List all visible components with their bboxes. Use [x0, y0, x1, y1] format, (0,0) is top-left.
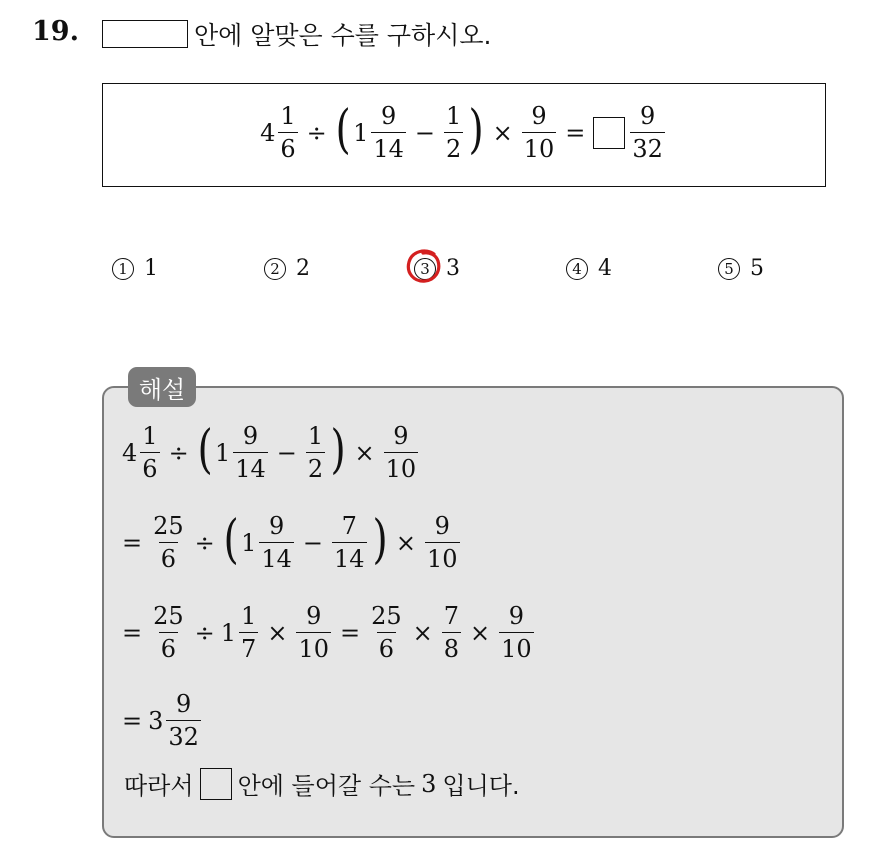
fraction: $\frac{25}{6}$ — [371, 602, 402, 663]
question-number: 19. — [32, 16, 79, 47]
choice-3[interactable]: 3 3 — [414, 256, 460, 281]
fraction: $\frac{1}{2}$ — [307, 422, 324, 483]
solution-conclusion: 따라서 안에 들어갈 수는 3 입니다. — [124, 769, 520, 800]
fraction: $\frac{9}{32}$ — [632, 102, 663, 163]
choice-marker: 5 — [718, 258, 740, 280]
left-paren: ( — [335, 99, 351, 160]
choice-marker: 2 — [264, 258, 286, 280]
fraction: $\frac{9}{10}$ — [523, 102, 555, 163]
fraction: $\frac{9}{32}$ — [168, 690, 199, 751]
equals-sign: = — [565, 118, 586, 147]
fraction: $\frac{1}{6}$ — [280, 102, 296, 163]
fraction: $\frac{9}{14}$ — [235, 422, 266, 483]
fraction: $\frac{9}{14}$ — [261, 512, 292, 573]
fraction: $\frac{9}{10}$ — [501, 602, 532, 663]
fraction: $\frac{1}{2}$ — [446, 102, 462, 163]
fraction: $\frac{9}{10}$ — [298, 602, 329, 663]
choice-5[interactable]: 5 5 — [718, 256, 764, 281]
equation-box — [102, 83, 826, 187]
times-sign: × — [492, 118, 513, 147]
fraction: $\frac{7}{14}$ — [334, 512, 365, 573]
choice-marker: 4 — [566, 258, 588, 280]
fraction: $\frac{9}{10}$ — [426, 512, 458, 573]
mixed-whole: 4 — [260, 118, 276, 147]
solution-line-3: = $\frac{25}{6}$ ÷ 1 $\frac{1}{7}$ × $\frac{9}{10}$ = $\frac{25}{6}$ × $\frac{7}{8}$ × $\frac{9}{10}$ — [122, 602, 532, 663]
solution-line-1: 4 $\frac{1}{6}$ ÷ ( 1 $\frac{9}{14}$ − $\frac{1}{2}$ ) × $\frac{9}{10}$ — [122, 419, 417, 483]
fraction: $\frac{7}{8}$ — [443, 602, 460, 663]
answer-blank-box — [102, 20, 188, 48]
solution-label: 해설 — [128, 367, 196, 407]
problem-equation — [103, 99, 825, 163]
choice-1[interactable]: 1 1 — [112, 256, 158, 281]
fraction: $\frac{25}{6}$ — [153, 512, 184, 573]
choice-4[interactable]: 4 4 — [566, 256, 612, 281]
right-paren: ) — [468, 99, 485, 160]
fraction: $\frac{9}{14}$ — [373, 102, 404, 163]
solution-line-4: = 3 $\frac{9}{32}$ — [122, 690, 199, 751]
fraction: $\frac{1}{7}$ — [241, 602, 257, 663]
minus-sign: − — [414, 118, 435, 147]
divide-sign: ÷ — [306, 118, 327, 147]
answer-blank-box — [593, 117, 625, 149]
question-prompt: 안에 알맞은 수를 구하시오. — [194, 21, 492, 50]
fraction: $\frac{1}{6}$ — [142, 422, 158, 483]
fraction: $\frac{9}{10}$ — [385, 422, 417, 483]
answer-blank-box — [200, 768, 232, 800]
choice-2[interactable]: 2 2 — [264, 256, 310, 281]
solution-line-2: = $\frac{25}{6}$ ÷ ( 1 $\frac{9}{14}$ − $\frac{7}{14}$ ) × $\frac{9}{10}$ — [122, 509, 458, 573]
choice-marker: 1 — [112, 258, 134, 280]
answer-check-mark — [404, 246, 444, 286]
mixed-whole: 1 — [353, 118, 369, 147]
fraction: $\frac{25}{6}$ — [153, 602, 184, 663]
choice-marker: 3 — [414, 258, 436, 280]
